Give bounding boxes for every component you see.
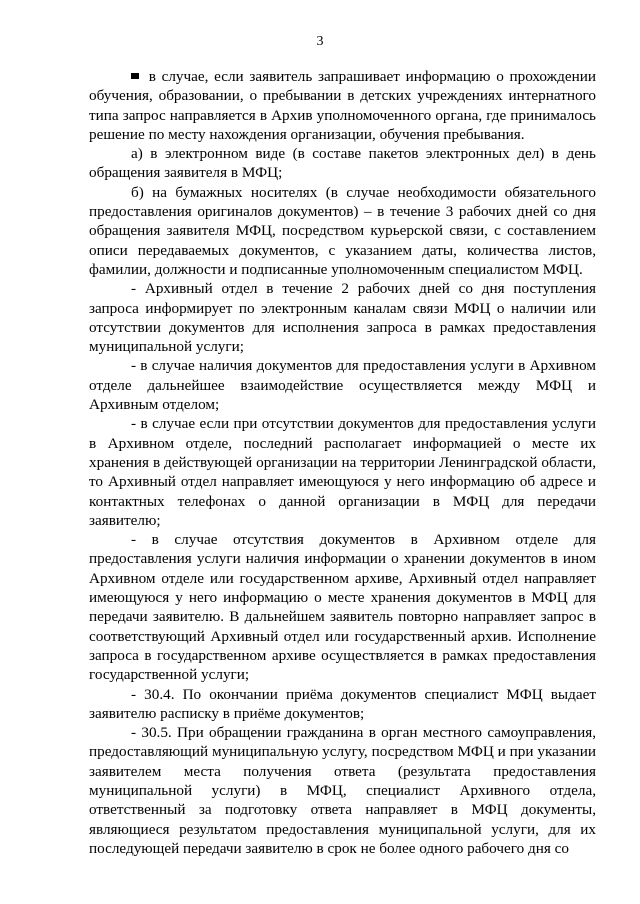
paragraph: - в случае если при отсутствии документов для предоставления услуги в Архивном отделе, последний располагает информацией о месте их хранения в действующей организации на территории Ленинградской области, то Архивный отдел направляет имеющуюся у него информацию об адресе и контактных телефонах о данной организации в МФЦ для передачи заявителю; bbox=[89, 415, 596, 529]
square-bullet-icon bbox=[131, 73, 139, 79]
paragraph: а) в электронном виде (в составе пакетов электронных дел) в день обращения заявителя в МФЦ; bbox=[89, 145, 596, 182]
paragraph: - Архивный отдел в течение 2 рабочих дней со дня поступления запроса информирует по электронным каналам связи МФЦ о наличии или отсутствии документов для исполнения запроса в рамках предоставления муниципальной услуги; bbox=[89, 280, 596, 356]
paragraph: - в случае наличия документов для предоставления услуги в Архивном отделе дальнейшее взаимодействие осуществляется между МФЦ и Архивным отделом; bbox=[89, 357, 596, 414]
paragraph: - 30.4. По окончании приёма документов специалист МФЦ выдает заявителю расписку в приёме документов; bbox=[89, 685, 596, 722]
page-number: 3 bbox=[316, 34, 324, 49]
paragraph: - в случае отсутствия документов в Архивном отделе для предоставления услуги наличия информации о хранении документов в ином Архивном отделе или государственном архиве, Архивный отдел направляет имеющуюся у него информацию о месте хранения документов в МФЦ для передачи заявителю. В дальнейшем заявитель повторно направляет запрос в соответствующий Архивный отдел или государственный архив. Исполнение запроса в государственном архиве осуществляется в рамках предоставления государственной услуги; bbox=[89, 531, 596, 684]
paragraph-text: в случае, если заявитель запрашивает информацию о прохождении обучения, образовании, о пребывании в детских учреждениях интернатного типа запрос направляется в Архив уполномоченного органа, где принималось решение по месту нахождения организации, обучения пребывания. bbox=[89, 68, 596, 143]
document-body bbox=[89, 67, 596, 858]
paragraph-bullet bbox=[89, 67, 596, 144]
paragraph: - 30.5. При обращении гражданина в орган местного самоуправления, предоставляющий муниципальную услугу, посредством МФЦ и при указании заявителем места получения ответа (результата предоставления муниципальной услуги) в МФЦ, специалист Архивного отдела, ответственный за подготовку ответа направляет в МФЦ документы, являющиеся результатом предоставления муниципальной услуги, для их последующей передачи заявителю в срок не более одного рабочего дня со bbox=[89, 724, 596, 857]
paragraph: б) на бумажных носителях (в случае необходимости обязательного предоставления оригиналов документов) – в течение 3 рабочих дней со дня обращения заявителя МФЦ, посредством курьерской связи, с составлением описи передаваемых документов, с указанием даты, количества листов, фамилии, должности и подписанные уполномоченным специалистом МФЦ. bbox=[89, 183, 596, 278]
